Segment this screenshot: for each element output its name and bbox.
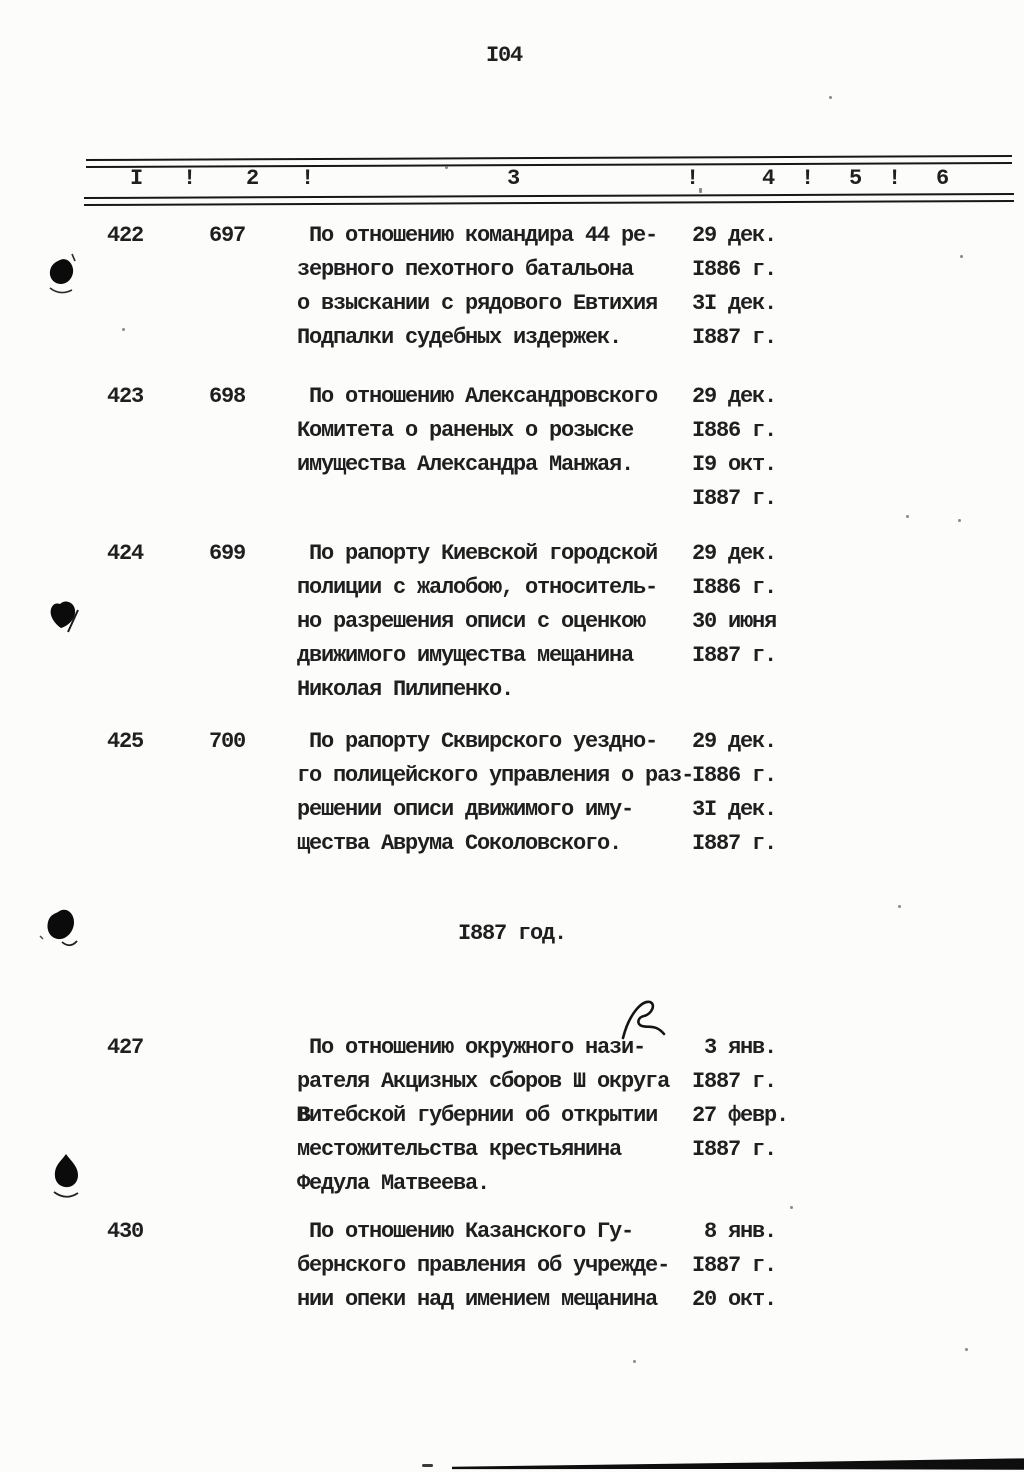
entry-number: 425 <box>107 729 144 754</box>
header-separator: ! <box>801 166 814 191</box>
scan-speck <box>906 515 909 518</box>
entry-number: 427 <box>107 1035 144 1060</box>
date-line: I9 окт. <box>692 452 777 477</box>
case-number: 698 <box>209 384 246 409</box>
date-line: I887 г. <box>692 1069 777 1094</box>
header-col-6: 6 <box>936 166 949 191</box>
date-line: 27 февр. <box>692 1103 789 1128</box>
entry-number: 424 <box>107 541 144 566</box>
scan-speck <box>960 255 963 258</box>
date-line: I887 г. <box>692 831 777 856</box>
ink-blot <box>40 596 84 648</box>
header-col-1: I <box>130 166 143 191</box>
scan-speck <box>422 1464 433 1467</box>
date-line: I886 г. <box>692 763 777 788</box>
date-column <box>692 380 842 516</box>
case-description-line: По отношению Александровского <box>309 384 658 409</box>
header-col-4: 4 <box>762 166 775 191</box>
case-description <box>297 219 707 355</box>
case-description <box>297 380 707 482</box>
scan-speck <box>965 1348 968 1351</box>
table-header-rule-bottom <box>84 193 1014 206</box>
date-line: I887 г. <box>692 1137 777 1162</box>
entry-number: 430 <box>107 1219 144 1244</box>
entry-number: 422 <box>107 223 144 248</box>
case-description-line: Николая Пилипенко. <box>297 677 514 702</box>
case-description-line: Комитета о раненых о розыске <box>297 418 634 443</box>
case-description-line: щества Аврума Соколовского. <box>297 831 622 856</box>
case-description-line: решении описи движимого иму- <box>297 797 634 822</box>
date-column <box>692 219 842 355</box>
date-column <box>692 725 842 861</box>
date-line: 3I дек. <box>692 291 777 316</box>
page-number: I04 <box>486 43 523 68</box>
scan-speck <box>122 328 125 331</box>
case-description-line: но разрешения описи с оценкою <box>297 609 646 634</box>
case-description-line: зервного пехотного батальона <box>297 257 634 282</box>
case-description <box>297 1031 707 1201</box>
ink-blot <box>34 900 82 962</box>
date-line: I886 г. <box>692 257 777 282</box>
case-description-line: имущества Александра Манжая. <box>297 452 634 477</box>
header-col-3: 3 <box>507 166 520 191</box>
date-line: I886 г. <box>692 575 777 600</box>
header-separator: ! <box>686 166 699 191</box>
date-line: I887 г. <box>692 325 777 350</box>
date-column <box>692 537 842 673</box>
header-col-2: 2 <box>246 166 259 191</box>
header-separator: ! <box>301 166 314 191</box>
case-description-line: По отношению командира 44 ре- <box>309 223 658 248</box>
scan-speck <box>898 905 901 908</box>
date-line: 3I дек. <box>692 797 777 822</box>
date-column <box>692 1031 842 1167</box>
date-line: I887 г. <box>692 1253 777 1278</box>
case-description-line: местожительства крестьянина <box>297 1137 622 1162</box>
header-separator: ! <box>888 166 901 191</box>
case-number: 700 <box>209 729 246 754</box>
case-description-line: Федула Матвеева. <box>297 1171 490 1196</box>
date-line: I887 г. <box>692 486 777 511</box>
handwritten-mark <box>615 996 670 1044</box>
date-line: 3 янв. <box>692 1035 777 1060</box>
date-line: 30 июня <box>692 609 777 634</box>
header-col-5: 5 <box>849 166 862 191</box>
case-description <box>297 1215 707 1317</box>
case-number: 697 <box>209 223 246 248</box>
case-description-line: По отношению Казанского Гу- <box>309 1219 634 1244</box>
date-line: I887 г. <box>692 643 777 668</box>
case-description-line: Подпалки судебных издержек. <box>297 325 622 350</box>
scan-edge-line <box>452 1457 1024 1471</box>
entry-number: 423 <box>107 384 144 409</box>
date-line: 29 дек. <box>692 541 777 566</box>
date-line: I886 г. <box>692 418 777 443</box>
table-header-rule-top <box>86 155 1012 168</box>
case-description-line: По отношению окружного нази- <box>309 1035 646 1060</box>
header-separator: ! <box>183 166 196 191</box>
case-description-line: По рапорту Киевской городской <box>309 541 658 566</box>
case-description-line: о взыскании с рядового Евтихия <box>297 291 658 316</box>
case-description-line: Витебской губернии об открытии <box>297 1103 658 1128</box>
date-line: 29 дек. <box>692 729 777 754</box>
case-description-line: По рапорту Сквирского уездно- <box>309 729 658 754</box>
scan-speck <box>633 1360 636 1363</box>
date-line: 29 дек. <box>692 223 777 248</box>
date-line: 20 окт. <box>692 1287 777 1312</box>
date-line: 8 янв. <box>692 1219 777 1244</box>
scan-speck <box>699 188 702 193</box>
case-description-line: го полицейского управления о раз- <box>297 763 694 788</box>
case-description-line: бернского правления об учрежде- <box>297 1253 670 1278</box>
scan-speck <box>958 519 961 522</box>
case-description-line: нии опеки над имением мещанина <box>297 1287 658 1312</box>
case-number: 699 <box>209 541 246 566</box>
scan-speck <box>790 1206 793 1209</box>
scan-speck <box>445 166 448 169</box>
date-line: 29 дек. <box>692 384 777 409</box>
ink-blot <box>46 1146 86 1204</box>
case-description <box>297 725 707 861</box>
case-description-line: полиции с жалобою, относитель- <box>297 575 658 600</box>
case-description-line: движимого имущества мещанина <box>297 643 634 668</box>
ink-blot <box>38 250 82 308</box>
section-heading: I887 год. <box>458 921 567 946</box>
case-description-line: рателя Акцизных сборов Ш округа <box>297 1069 670 1094</box>
scan-speck <box>829 96 832 99</box>
case-description <box>297 537 707 707</box>
date-column <box>692 1215 842 1317</box>
